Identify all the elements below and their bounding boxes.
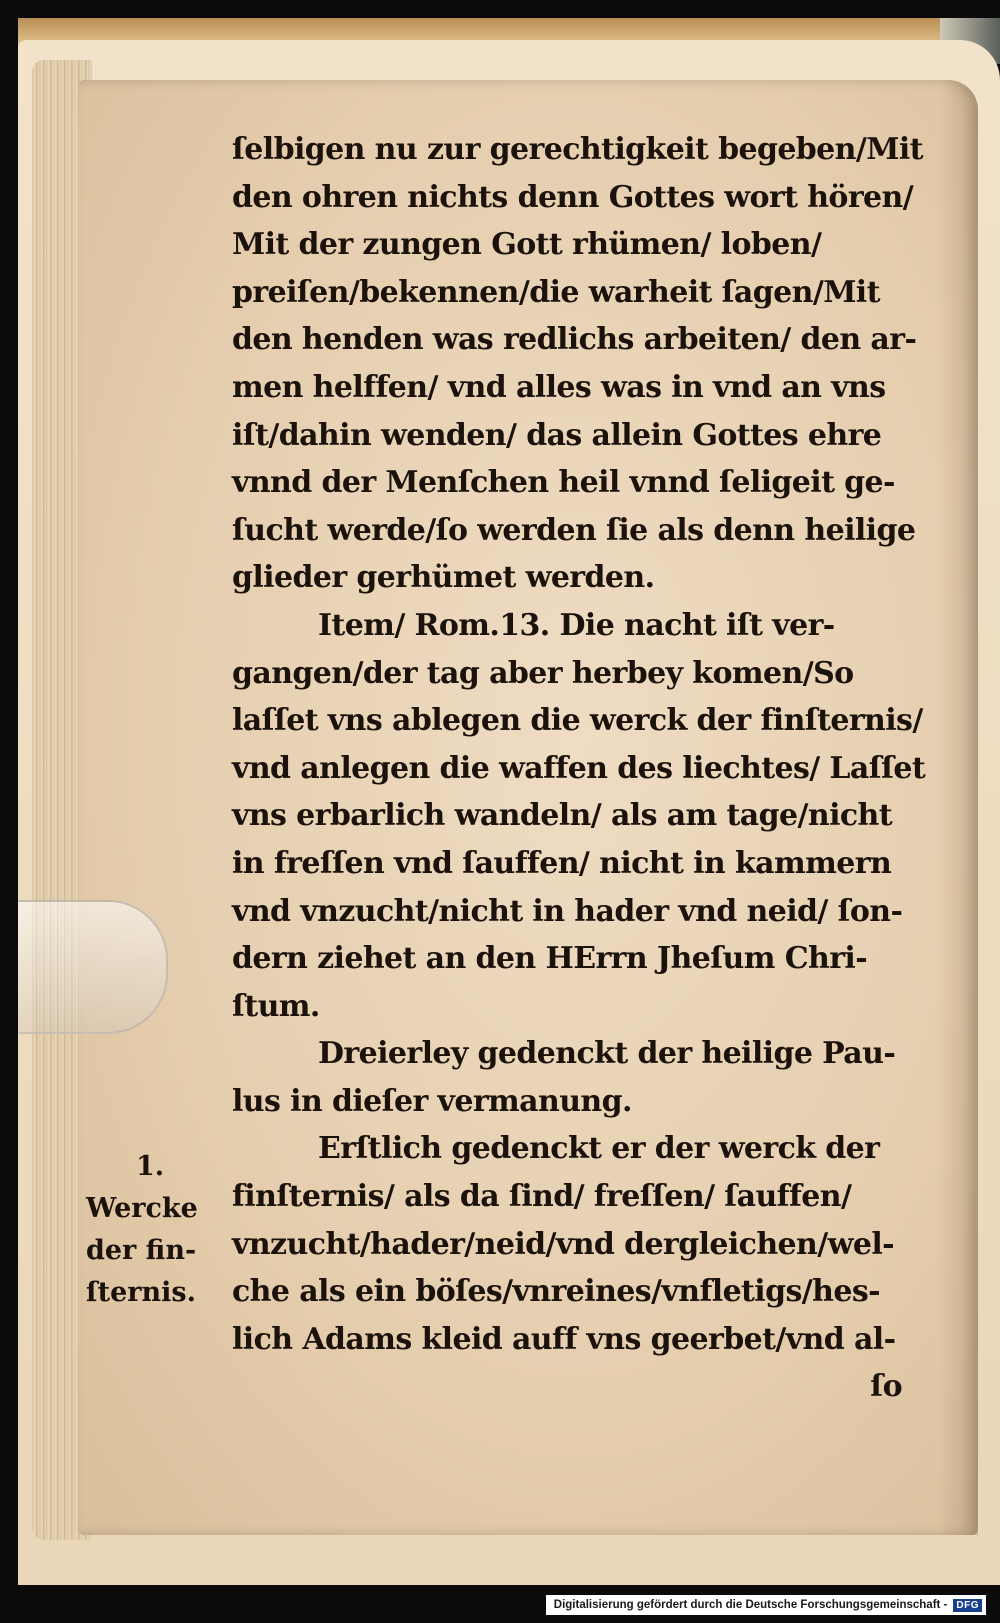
text-line: che als ein böſes/vnreines/vnfletigs/hes- xyxy=(232,1274,880,1310)
page-body-text xyxy=(232,126,926,1411)
text-line: vnd vnzucht/nicht in hader vnd neid/ ſon- xyxy=(232,893,903,929)
text-line: vnd anlegen die waffen des liechtes/ Laſſet xyxy=(232,750,926,786)
text-line: Erſtlich gedenckt er der werck der xyxy=(318,1131,880,1167)
text-line: ſelbigen nu zur gerechtigkeit begeben/Mit xyxy=(232,132,923,167)
text-line: finſternis/ als da ſind/ freſſen/ ſauffen/ xyxy=(232,1179,852,1215)
text-line: Mit der zungen Gott rhümen/ loben/ xyxy=(232,227,822,263)
funding-footer xyxy=(546,1595,986,1615)
text-line: laſſet vns ablegen die werck der finſternis/ xyxy=(232,703,923,739)
text-line: glieder gerhümet werden. xyxy=(232,560,655,596)
page-clip xyxy=(18,900,168,1034)
marginal-number: 1. xyxy=(136,1151,165,1182)
text-line: men helffen/ vnd alles was in vnd an vns xyxy=(232,369,886,405)
text-line: ſtum. xyxy=(232,988,320,1024)
marginal-note xyxy=(86,1146,206,1314)
text-line: vnzucht/hader/neid/vnd dergleichen/wel- xyxy=(232,1226,894,1262)
text-line: dern ziehet an den HErrn Jheſum Chri- xyxy=(232,941,868,977)
text-line: ſucht werde/ſo werden ſie als denn heilige xyxy=(232,512,916,548)
text-line: Item/ Rom.13. Die nacht iſt ver- xyxy=(318,607,835,643)
text-line: lus in dieſer vermanung. xyxy=(232,1083,632,1119)
text-line: in freſſen vnd ſauffen/ nicht in kammern xyxy=(232,845,892,881)
text-line: lich Adams kleid auff vns geerbet/vnd al- xyxy=(232,1321,896,1357)
text-line: den ohren nichts denn Gottes wort hören/ xyxy=(232,179,914,215)
funding-credit-text: Digitalisierung gefördert durch die Deutsche Forschungsgemeinschaft - xyxy=(553,1599,948,1611)
marginal-line: ſternis. xyxy=(86,1277,196,1308)
marginal-line: der fin- xyxy=(86,1235,197,1266)
text-line: Dreierley gedenckt der heilige Pau- xyxy=(318,1036,896,1072)
text-line: iſt/dahin wenden/ das allein Gottes ehre xyxy=(232,417,882,453)
text-line: vns erbarlich wandeln/ als am tage/nicht xyxy=(232,798,893,834)
text-line: vnnd der Menſchen heil vnnd ſeligeit ge- xyxy=(232,465,895,501)
page-gutter-shadow xyxy=(938,80,978,1535)
text-line: preiſen/bekennen/die warheit ſagen/Mit xyxy=(232,274,880,310)
catchword: ſo xyxy=(870,1369,902,1405)
text-line: den henden was redlichs arbeiten/ den ar- xyxy=(232,322,917,358)
marginal-line: Wercke xyxy=(86,1193,198,1224)
dfg-logo-icon: DFG xyxy=(953,1599,982,1612)
text-line: gangen/der tag aber herbey komen/So xyxy=(232,655,854,691)
